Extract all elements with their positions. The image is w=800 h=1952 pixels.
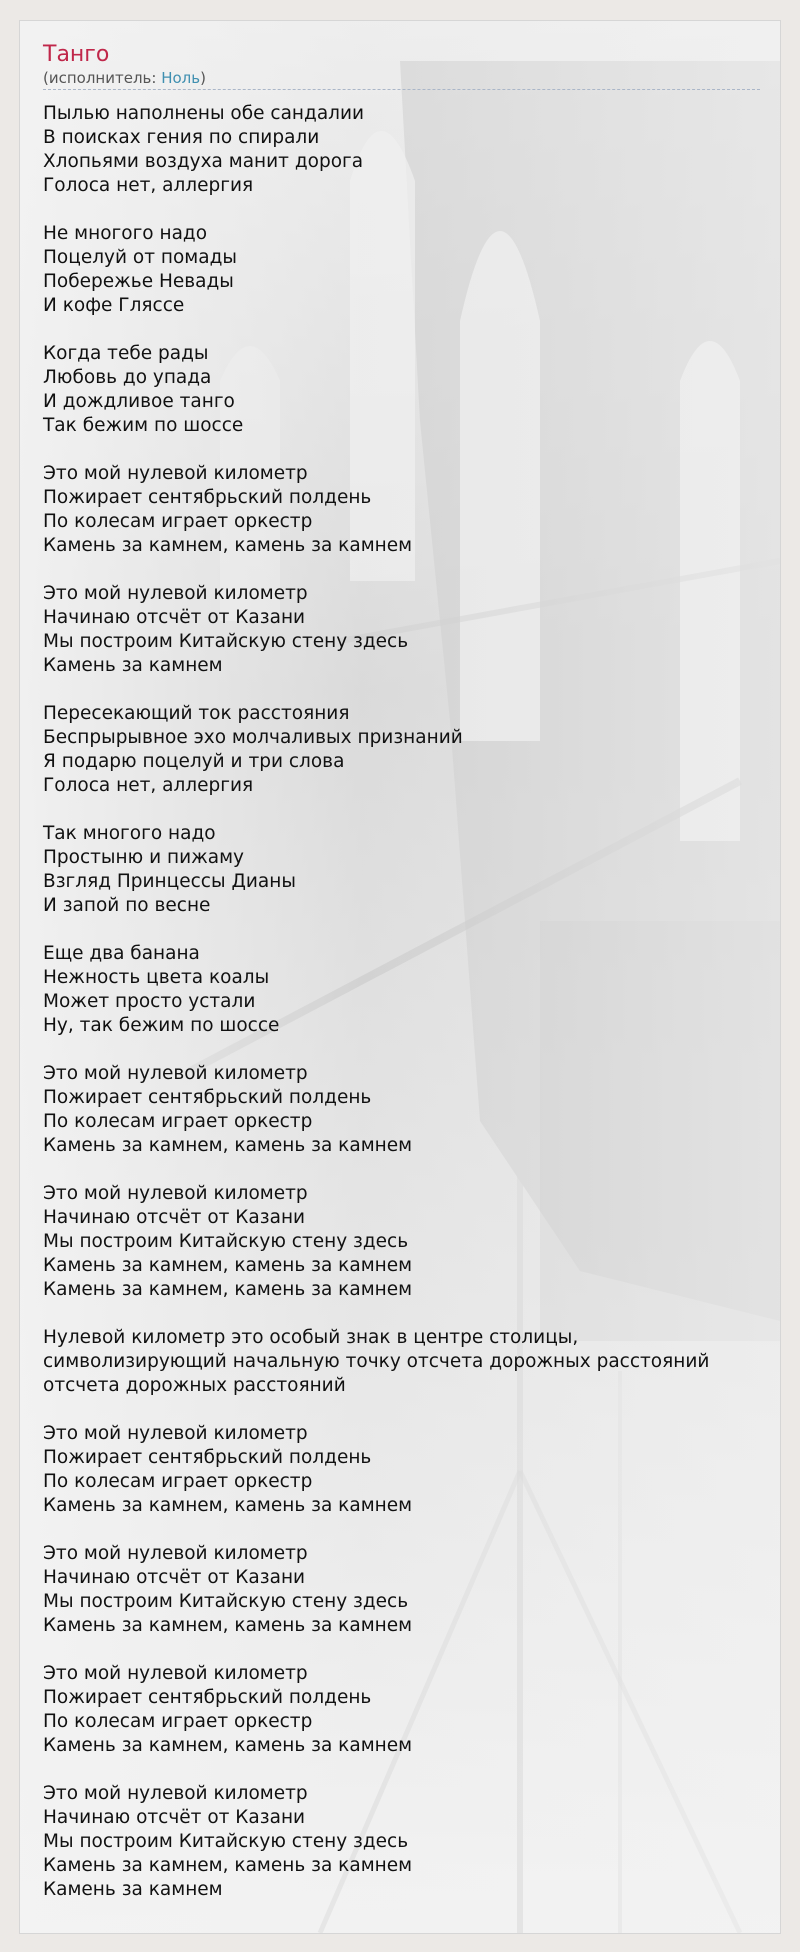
lyrics-line: Хлопьями воздуха манит дорога [43, 151, 364, 172]
lyrics-stanza [43, 582, 763, 678]
lyrics-line: И дождливое танго [43, 391, 235, 412]
lyrics-line: символизирующий начальную точку отсчета дорожных расстояний [43, 1351, 710, 1372]
lyrics-line: Камень за камнем, камень за камнем [43, 1615, 413, 1636]
lyrics-line: Начинаю отсчёт от Казани [43, 1207, 306, 1228]
lyrics-line: Мы построим Китайскую стену здесь [43, 1231, 409, 1252]
lyrics-stanza [43, 1782, 763, 1902]
lyrics-line: Это мой нулевой километр [43, 1063, 308, 1084]
lyrics-line: Камень за камнем, камень за камнем [43, 1135, 413, 1156]
lyrics-line: Голоса нет, аллергия [43, 775, 254, 796]
lyrics-line: Не многого надо [43, 223, 208, 244]
lyrics-line: Это мой нулевой километр [43, 1663, 308, 1684]
lyrics-line: Нулевой километр это особый знак в центре столицы, [43, 1327, 579, 1348]
lyrics-line: Может просто устали [43, 991, 256, 1012]
lyrics-line: По колесам играет оркестр [43, 1111, 313, 1132]
lyrics-line: По колесам играет оркестр [43, 511, 313, 532]
lyrics-stanza [43, 1422, 763, 1518]
lyrics-stanza [43, 1326, 763, 1398]
lyrics-text [43, 102, 763, 1902]
lyrics-line: Это мой нулевой километр [43, 1183, 308, 1204]
lyrics-line: Начинаю отсчёт от Казани [43, 1807, 306, 1828]
lyrics-stanza [43, 942, 763, 1038]
lyrics-line: Пересекающий ток расстояния [43, 703, 350, 724]
lyrics-stanza [43, 1542, 763, 1638]
lyrics-line: Голоса нет, аллергия [43, 175, 254, 196]
lyrics-stanza [43, 1182, 763, 1302]
lyrics-line: Мы построим Китайскую стену здесь [43, 631, 409, 652]
lyrics-line: В поисках гения по спирали [43, 127, 320, 148]
lyrics-stanza [43, 462, 763, 558]
performer-suffix: ) [200, 69, 206, 87]
lyrics-line: Пожирает сентябрьский полдень [43, 1687, 372, 1708]
lyrics-line: Беспрырывное эхо молчаливых признаний [43, 727, 463, 748]
lyrics-stanza [43, 342, 763, 438]
lyrics-line: Побережье Невады [43, 271, 234, 292]
lyrics-line: Камень за камнем, камень за камнем [43, 1495, 413, 1516]
lyrics-line: Мы построим Китайскую стену здесь [43, 1591, 409, 1612]
lyrics-stanza [43, 822, 763, 918]
lyrics-line: Камень за камнем, камень за камнем [43, 1255, 413, 1276]
lyrics-line: Камень за камнем [43, 1879, 223, 1900]
performer-line [43, 69, 760, 90]
lyrics-line: Камень за камнем [43, 655, 223, 676]
lyrics-line: Начинаю отсчёт от Казани [43, 1567, 306, 1588]
performer-link[interactable]: Ноль [161, 69, 201, 87]
lyrics-line: Начинаю отсчёт от Казани [43, 607, 306, 628]
lyrics-line: Любовь до упада [43, 367, 212, 388]
lyrics-line: Камень за камнем, камень за камнем [43, 1279, 413, 1300]
lyrics-line: Взгляд Принцессы Дианы [43, 871, 296, 892]
lyrics-card [19, 20, 781, 1934]
lyrics-line: Простыню и пижаму [43, 847, 245, 868]
lyrics-line: Пожирает сентябрьский полдень [43, 1447, 372, 1468]
lyrics-line: Мы построим Китайскую стену здесь [43, 1831, 409, 1852]
lyrics-line: Когда тебе рады [43, 343, 209, 364]
lyrics-line: Так бежим по шоссе [43, 415, 244, 436]
lyrics-line: Нежность цвета коалы [43, 967, 270, 988]
song-title: Танго [43, 42, 110, 67]
lyrics-line: Пожирает сентябрьский полдень [43, 1087, 372, 1108]
lyrics-line: Камень за камнем, камень за камнем [43, 1735, 413, 1756]
lyrics-stanza [43, 1062, 763, 1158]
lyrics-stanza [43, 1662, 763, 1758]
lyrics-line: Пылью наполнены обе сандалии [43, 103, 365, 124]
lyrics-line: И кофе Гляссе [43, 295, 185, 316]
performer-prefix: (исполнитель: [43, 69, 162, 87]
lyrics-line: Так многого надо [43, 823, 216, 844]
lyrics-stanza [43, 222, 763, 318]
lyrics-line: По колесам играет оркестр [43, 1471, 313, 1492]
lyrics-stanza [43, 102, 763, 198]
lyrics-line: Это мой нулевой километр [43, 583, 308, 604]
lyrics-line: Это мой нулевой километр [43, 463, 308, 484]
lyrics-line: отсчета дорожных расстояний [43, 1375, 346, 1396]
lyrics-line: Пожирает сентябрьский полдень [43, 487, 372, 508]
lyrics-line: Я подарю поцелуй и три слова [43, 751, 345, 772]
lyrics-line: Ну, так бежим по шоссе [43, 1015, 280, 1036]
lyrics-stanza [43, 702, 763, 798]
lyrics-line: Еще два банана [43, 943, 200, 964]
lyrics-line: По колесам играет оркестр [43, 1711, 313, 1732]
lyrics-line: Это мой нулевой километр [43, 1783, 308, 1804]
lyrics-line: Это мой нулевой километр [43, 1543, 308, 1564]
song-content [43, 41, 763, 1926]
lyrics-line: Камень за камнем, камень за камнем [43, 1855, 413, 1876]
lyrics-line: И запой по весне [43, 895, 211, 916]
lyrics-line: Это мой нулевой километр [43, 1423, 308, 1444]
lyrics-line: Поцелуй от помады [43, 247, 237, 268]
lyrics-line: Камень за камнем, камень за камнем [43, 535, 413, 556]
